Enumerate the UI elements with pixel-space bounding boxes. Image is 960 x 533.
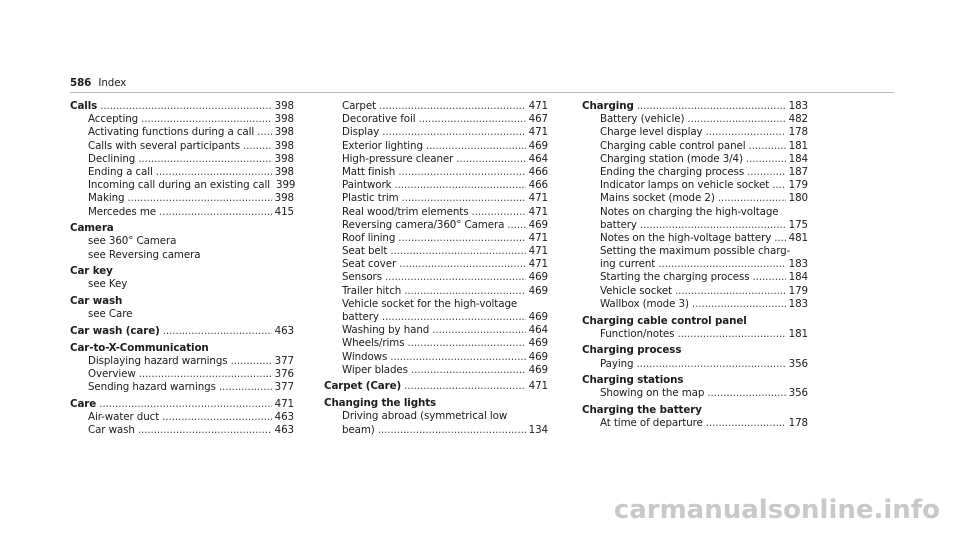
entry-text: Trailer hitch <box>342 284 402 297</box>
dot-leader <box>385 271 526 284</box>
page-reference[interactable]: 178 <box>788 126 808 139</box>
index-subentry <box>324 424 548 437</box>
entry-text: Exterior lighting <box>342 139 423 152</box>
entry-text: Accepting <box>88 113 139 126</box>
page-reference[interactable]: 398 <box>274 100 294 112</box>
dot-leader <box>432 324 525 337</box>
entry-text: Wallbox (mode 3) <box>600 297 689 310</box>
dot-leader <box>257 126 272 139</box>
dot-leader <box>162 411 271 424</box>
dot-leader <box>677 328 785 341</box>
dot-leader <box>163 325 272 338</box>
page-reference[interactable]: 398 <box>274 139 294 152</box>
dot-leader <box>398 166 525 179</box>
entry-text: Ending a call <box>88 165 153 178</box>
dot-leader <box>637 100 786 113</box>
dot-leader <box>507 219 525 232</box>
dot-leader <box>404 380 526 393</box>
entry-text: Wiper blades <box>342 363 408 376</box>
entry-text: Vehicle socket <box>600 284 672 297</box>
dot-leader <box>675 285 786 298</box>
dot-leader <box>138 153 271 166</box>
entry-text: Paintwork <box>342 179 392 192</box>
entry-text: Battery (vehicle) <box>600 113 685 126</box>
index-subentry <box>582 285 808 298</box>
entry-text: Car key <box>70 265 113 278</box>
entry-text: Overview <box>88 368 136 381</box>
dot-leader <box>749 140 786 153</box>
index-subentry <box>582 417 808 430</box>
page-reference[interactable]: 181 <box>788 327 808 340</box>
dot-leader <box>640 219 786 232</box>
entry-text: Carpet (Care) <box>324 380 402 393</box>
page-reference[interactable]: 398 <box>274 192 294 205</box>
page-reference[interactable]: 398 <box>274 113 294 126</box>
entry-text: Windows <box>342 350 388 363</box>
watermark: carmanualsonline.info <box>613 495 940 525</box>
page-reference[interactable]: 482 <box>788 113 808 126</box>
index-subentry <box>324 126 548 139</box>
page-reference[interactable]: 467 <box>528 113 548 126</box>
entry-text: Setting the maximum possible charg- <box>600 245 791 258</box>
index-subentry <box>582 219 808 232</box>
entry-text: Calls with several participants <box>88 139 240 152</box>
index-subentry <box>70 411 294 424</box>
page-reference[interactable]: 463 <box>274 424 294 437</box>
page-reference[interactable]: 184 <box>788 271 808 284</box>
page-reference[interactable]: 175 <box>788 218 808 231</box>
index-entry <box>324 397 548 410</box>
index-subentry <box>582 232 808 245</box>
page-reference[interactable]: 399 <box>276 179 296 192</box>
dot-leader <box>658 258 785 271</box>
index-subentry <box>582 192 808 205</box>
index-subentry <box>582 126 808 139</box>
index-subentry <box>324 298 548 311</box>
dot-leader <box>219 381 272 394</box>
index-subentry <box>582 140 808 153</box>
index-subentry <box>324 364 548 377</box>
index-subentry <box>582 298 808 311</box>
entry-text: beam) <box>342 423 375 436</box>
dot-leader <box>718 192 786 205</box>
entry-text: Camera <box>70 222 114 235</box>
index-subentry <box>324 100 548 113</box>
dot-leader <box>747 166 786 179</box>
entry-text: Driving abroad (symmetrical low <box>342 410 508 423</box>
index-subentry <box>324 192 548 205</box>
index-subentry <box>324 140 548 153</box>
index-entry <box>324 380 548 393</box>
dot-leader <box>395 179 526 192</box>
entry-text: High-pressure cleaner <box>342 152 454 165</box>
dot-leader <box>378 424 526 437</box>
entry-text: Sending hazard warnings <box>88 381 216 394</box>
entry-text: Washing by hand <box>342 324 430 337</box>
page-reference[interactable]: 398 <box>274 126 294 139</box>
dot-leader <box>687 113 785 126</box>
entry-text: Charging stations <box>582 374 684 387</box>
entry-text: Ending the charging process <box>600 165 745 178</box>
entry-text: see Key <box>88 278 128 291</box>
index-entry <box>70 325 294 338</box>
page-reference[interactable]: 464 <box>528 324 548 337</box>
page-reference[interactable]: 471 <box>274 397 294 410</box>
entry-text: Charging <box>582 100 634 112</box>
page-reference[interactable]: 187 <box>788 165 808 178</box>
page-reference[interactable]: 466 <box>528 165 548 178</box>
page-reference[interactable]: 471 <box>528 192 548 205</box>
page-reference[interactable]: 377 <box>274 381 294 394</box>
page-reference[interactable]: 471 <box>528 100 548 112</box>
entry-text: Charging process <box>582 344 682 357</box>
entry-text: Decorative foil <box>342 113 416 126</box>
index-subentry <box>582 153 808 166</box>
index-subentry <box>70 249 294 262</box>
dot-leader <box>706 126 786 139</box>
entry-text: Indicator lamps on vehicle socket <box>600 179 770 192</box>
page-reference[interactable]: 183 <box>788 100 808 112</box>
page-reference[interactable]: 356 <box>788 357 808 370</box>
dot-leader <box>382 311 526 324</box>
index-subentry <box>324 324 548 337</box>
entry-text: battery <box>342 311 379 323</box>
entry-text: see Care <box>88 308 133 321</box>
page-reference[interactable]: 377 <box>274 354 294 367</box>
page-reference[interactable]: 471 <box>528 126 548 139</box>
entry-text: Real wood/trim elements <box>342 205 469 218</box>
index-entry <box>582 315 808 328</box>
dot-leader <box>379 100 526 113</box>
index-entry <box>582 100 808 113</box>
index-entry <box>70 295 294 308</box>
index-subentry <box>582 113 808 126</box>
index-subentry <box>324 153 548 166</box>
entry-text: Starting the charging process <box>600 271 750 284</box>
dot-leader <box>707 387 785 400</box>
dot-leader <box>706 417 786 430</box>
index-subentry <box>582 387 808 400</box>
index-subentry <box>324 232 548 245</box>
page-reference[interactable]: 184 <box>788 152 808 165</box>
index-subentry <box>324 219 548 232</box>
page-reference[interactable]: 469 <box>528 284 548 297</box>
entry-text: Car wash <box>88 424 135 437</box>
dot-leader <box>390 245 525 258</box>
index-subentry <box>70 192 294 205</box>
entry-text: Care <box>70 397 97 410</box>
page-reference[interactable]: 179 <box>788 284 808 297</box>
entry-text: Mercedes me <box>88 205 156 218</box>
index-subentry <box>582 166 808 179</box>
index-subentry <box>70 368 294 381</box>
index-subentry <box>70 278 294 291</box>
index-subentry <box>582 328 808 341</box>
dot-leader <box>404 285 525 298</box>
dot-leader <box>456 153 525 166</box>
index-entry <box>70 265 294 278</box>
entry-text: Carpet <box>342 100 377 112</box>
index-subentry <box>582 206 808 219</box>
page-reference[interactable]: 471 <box>528 245 548 258</box>
page-reference[interactable]: 183 <box>788 258 808 271</box>
page-reference[interactable]: 398 <box>274 152 294 165</box>
index-subentry <box>324 337 548 350</box>
entry-text: Incoming call during an existing call <box>88 179 271 192</box>
index-subentry <box>582 245 808 258</box>
index-subentry <box>70 308 294 321</box>
page-reference[interactable]: 134 <box>528 423 548 436</box>
index-subentry <box>324 311 548 324</box>
index-subentry <box>324 113 548 126</box>
entry-text: Paying <box>600 357 634 370</box>
page-reference[interactable]: 469 <box>528 139 548 152</box>
page-reference[interactable]: 469 <box>528 363 548 376</box>
entry-text: Matt finish <box>342 165 396 178</box>
page-reference[interactable]: 376 <box>274 368 294 381</box>
page-reference[interactable]: 464 <box>528 152 548 165</box>
entry-text: Seat belt <box>342 245 388 258</box>
entry-text: Function/notes <box>600 327 675 340</box>
entry-text: Car wash <box>70 295 123 308</box>
entry-text: see 360° Camera <box>88 235 177 248</box>
page-reference[interactable]: 469 <box>528 311 548 323</box>
entry-text: Declining <box>88 152 136 165</box>
page-reference[interactable]: 471 <box>528 380 548 393</box>
page-reference[interactable]: 471 <box>528 205 548 218</box>
dot-leader <box>407 337 525 350</box>
entry-text: Plastic trim <box>342 192 399 205</box>
page-reference[interactable]: 179 <box>788 179 808 192</box>
entry-text: battery <box>600 218 637 231</box>
index-subentry <box>324 258 548 271</box>
dot-leader <box>127 192 271 205</box>
page-reference[interactable]: 356 <box>788 387 808 400</box>
page-reference[interactable]: 469 <box>528 350 548 363</box>
entry-text: Notes on charging the high-voltage <box>600 205 779 218</box>
dot-leader <box>419 113 526 126</box>
dot-leader <box>399 258 526 271</box>
dot-leader <box>636 358 785 371</box>
entry-text: At time of departure <box>600 417 703 430</box>
entry-text: Charging cable control panel <box>600 139 746 152</box>
dot-leader <box>100 100 271 113</box>
dot-leader <box>156 166 272 179</box>
section-title: Index <box>98 77 127 89</box>
entry-text: Seat cover <box>342 258 397 271</box>
entry-text: Notes on the high-voltage battery <box>600 231 772 244</box>
index-subentry <box>324 206 548 219</box>
index-subentry <box>324 410 548 423</box>
index-subentry <box>582 358 808 371</box>
page-reference[interactable]: 398 <box>274 165 294 178</box>
dot-leader <box>159 206 272 219</box>
dot-leader <box>231 355 272 368</box>
page-number: 586 <box>70 77 92 89</box>
page-reference[interactable]: 181 <box>788 139 808 152</box>
page-reference[interactable]: 471 <box>528 231 548 244</box>
index-column-2 <box>324 100 548 437</box>
entry-text: Roof lining <box>342 231 396 244</box>
dot-leader <box>774 232 785 245</box>
index-subentry <box>70 355 294 368</box>
dot-leader <box>772 179 785 192</box>
dot-leader <box>471 206 525 219</box>
entry-text: Reversing camera/360° Camera <box>342 218 505 231</box>
index-subentry <box>324 179 548 192</box>
index-subentry <box>582 179 808 192</box>
page-header <box>70 77 126 89</box>
entry-text: Sensors <box>342 271 382 284</box>
index-entry <box>582 374 808 387</box>
index-subentry <box>324 245 548 258</box>
entry-text: Car-to-X-Communication <box>70 341 209 354</box>
dot-leader <box>746 153 786 166</box>
index-subentry <box>70 126 294 139</box>
index-column-3 <box>582 100 808 431</box>
dot-leader <box>99 398 271 411</box>
dot-leader <box>390 351 525 364</box>
dot-leader <box>141 113 272 126</box>
dot-leader <box>398 232 525 245</box>
entry-text: Car wash (care) <box>70 325 160 337</box>
index-subentry <box>582 258 808 271</box>
index-column-1 <box>70 100 294 438</box>
dot-leader <box>138 424 272 437</box>
index-subentry <box>582 271 808 284</box>
index-subentry <box>70 381 294 394</box>
dot-leader <box>139 368 272 381</box>
entry-text: Charging the battery <box>582 404 702 417</box>
entry-text: Air-water duct <box>88 411 160 424</box>
entry-text: Vehicle socket for the high-voltage <box>342 297 518 310</box>
page-reference[interactable]: 415 <box>274 205 294 218</box>
index-subentry <box>70 153 294 166</box>
index-subentry <box>324 351 548 364</box>
entry-text: ing current <box>600 258 656 271</box>
index-subentry <box>70 166 294 179</box>
entry-text: Calls <box>70 100 98 112</box>
page-reference[interactable]: 471 <box>528 258 548 271</box>
page-reference[interactable]: 180 <box>788 192 808 205</box>
index-entry <box>70 342 294 355</box>
dot-leader <box>243 140 272 153</box>
entry-text: Mains socket (mode 2) <box>600 192 715 205</box>
entry-text: Displaying hazard warnings <box>88 354 228 367</box>
index-subentry <box>70 235 294 248</box>
index-subentry <box>324 285 548 298</box>
entry-text: Charge level display <box>600 126 703 139</box>
page-reference[interactable]: 463 <box>274 325 294 337</box>
page-reference[interactable]: 481 <box>788 231 808 244</box>
page-reference[interactable]: 469 <box>528 337 548 350</box>
page-reference[interactable]: 463 <box>274 411 294 424</box>
index-entry <box>70 100 294 113</box>
page-reference[interactable]: 178 <box>788 417 808 430</box>
dot-leader <box>411 364 526 377</box>
entry-text: Display <box>342 126 380 139</box>
entry-text: Charging station (mode 3/4) <box>600 152 743 165</box>
index-subentry <box>70 206 294 219</box>
index-entry <box>70 398 294 411</box>
index-entry <box>582 404 808 417</box>
header-divider <box>70 92 894 93</box>
index-subentry <box>324 271 548 284</box>
dot-leader <box>426 140 526 153</box>
dot-leader <box>752 271 785 284</box>
index-subentry <box>70 179 294 192</box>
index-subentry <box>324 166 548 179</box>
page-reference[interactable]: 469 <box>528 218 548 231</box>
entry-text: Showing on the map <box>600 387 705 400</box>
dot-leader <box>402 192 526 205</box>
page-reference[interactable]: 469 <box>528 271 548 284</box>
index-subentry <box>70 140 294 153</box>
entry-text: see Reversing camera <box>88 248 201 261</box>
index-entry <box>582 344 808 357</box>
index-subentry <box>70 424 294 437</box>
entry-text: Changing the lights <box>324 397 437 410</box>
page-reference[interactable]: 466 <box>528 179 548 192</box>
index-entry <box>70 222 294 235</box>
index-subentry <box>70 113 294 126</box>
dot-leader <box>382 126 525 139</box>
entry-text: Charging cable control panel <box>582 314 747 327</box>
entry-text: Wheels/rims <box>342 337 405 350</box>
entry-text: Making <box>88 192 125 205</box>
entry-text: Activating functions during a call <box>88 126 255 139</box>
page-reference[interactable]: 183 <box>788 297 808 310</box>
dot-leader <box>692 298 786 311</box>
